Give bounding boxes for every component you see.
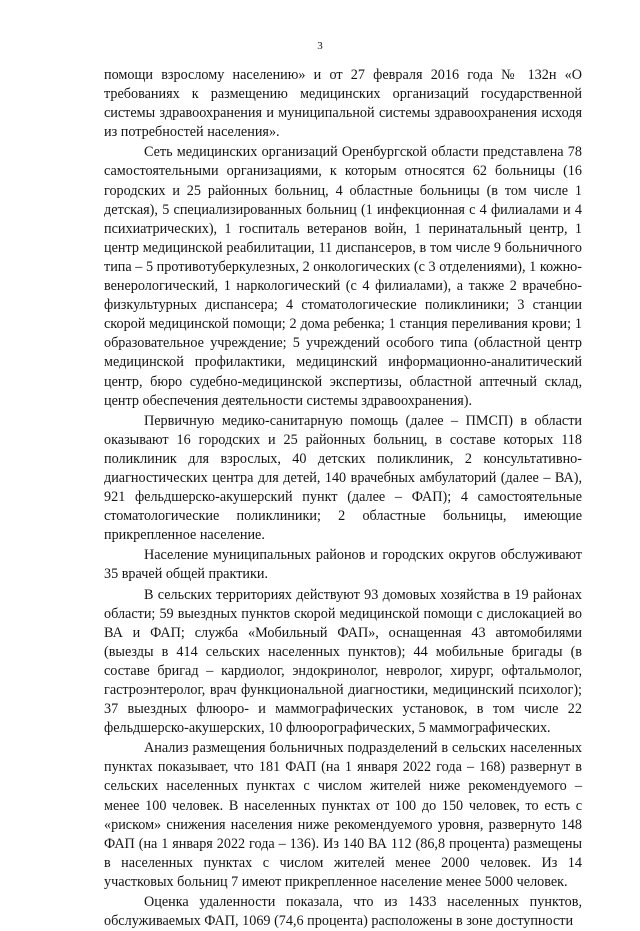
paragraph-medical-network: Сеть медицинских организаций Оренбургской области представлена 78 самостоятельными организациями, к которым относятся 62 больницы (16 городских и 25 районных больниц, 4 областные больницы (в том числе 1 детская), 5 специализированных больниц (1 инфекционная с 4 филиалами и 4 психиатрических), 1 госпиталь ветеранов войн, 1 перинатальный центр, 1 центр медицинской реабилитации, 11 диспансеров, в том числе 9 больничного типа – 5 противотуберкулезных, 2 онкологических (с 3 отделениями), 1 кожно-венерологический, 1 наркологический (с 4 филиалами), а также 2 врачебно-физкультурных диспансера; 4 стоматологические поликлиники; 3 станции скорой медицинской помощи; 2 дома ребенка; 1 станция переливания крови; 1 образовательное учреждение; 5 учреждений особого типа (областной центр медицинской профилактики, медицинский информационно-аналитический центр, бюро судебно-медицинской экспертизы, областной аптечный склад, центр обеспечения деятельности системы здравоохранения). [104,144,582,409]
paragraph-order-reference: помощи взрослому населению» и от 27 февраля 2016 года № 132н «О требованиях к размещению медицинских организаций государственной системы здравоохранения и муниципальной системы здравоохранения исходя из потребностей населения». [104,67,582,141]
paragraph-primary-care: Первичную медико-санитарную помощь (далее – ПМСП) в области оказывают 16 городских и 25 районных больниц, в составе которых 118 поликлиник для взрослых, 40 детских поликлиник, 2 консультативно-диагностических центра для детей, 140 врачебных амбулаторий (далее – ВА), 921 фельдшерско-акушерский пункт (далее – ФАП); 4 самостоятельные стоматологические поликлиники; 2 областные больницы, имеющие прикрепленное население. [104,412,582,544]
paragraph-placement-analysis: Анализ размещения больничных подразделений в сельских населенных пунктах показывает, что 181 ФАП (на 1 января 2022 года – 168) развернут в сельских населенных пунктах с числом жителей ниже рекомендуемого – менее 100 человек. В населенных пунктах от 100 до 150 человек, то есть с «риском» снижения населения ниже рекомендуемого уровня, развернуто 148 ФАП (на 1 января 2022 года – 136). Из 140 ВА 112 (86,8 процента) размещены в населенных пунктах с числом жителей менее 2000 человек. Из 14 участковых больниц 7 имеют прикрепленное население менее 5000 человек. [104,740,582,890]
document-body [104,66,582,931]
paragraph-general-practitioners: Население муниципальных районов и городских округов обслуживают 35 врачей общей практики. [104,547,582,583]
paragraph-remoteness-assessment: Оценка удаленности показала, что из 1433 населенных пунктов, обслуживаемых ФАП, 1069 (74,6 процента) расположены в зоне доступности [104,894,582,930]
paragraph-rural-territories: В сельских территориях действуют 93 домовых хозяйства в 19 районах области; 59 выездных пунктов скорой медицинской помощи с дислокацией во ВА и ФАП; служба «Мобильный ФАП», оснащенная 43 автомобилями (выезды в 414 сельских населенных пунктов); 44 мобильные бригады (в составе бригад – кардиолог, эндокринолог, невролог, хирург, офтальмолог, гастроэнтеролог, врач функциональной диагностики, медицинский психолог); 37 выездных флюоро- и маммографических установок, в том числе 22 фельдшерско-акушерских, 10 флюорографических, 5 маммографических. [104,586,582,737]
page-number: 3 [317,40,323,52]
